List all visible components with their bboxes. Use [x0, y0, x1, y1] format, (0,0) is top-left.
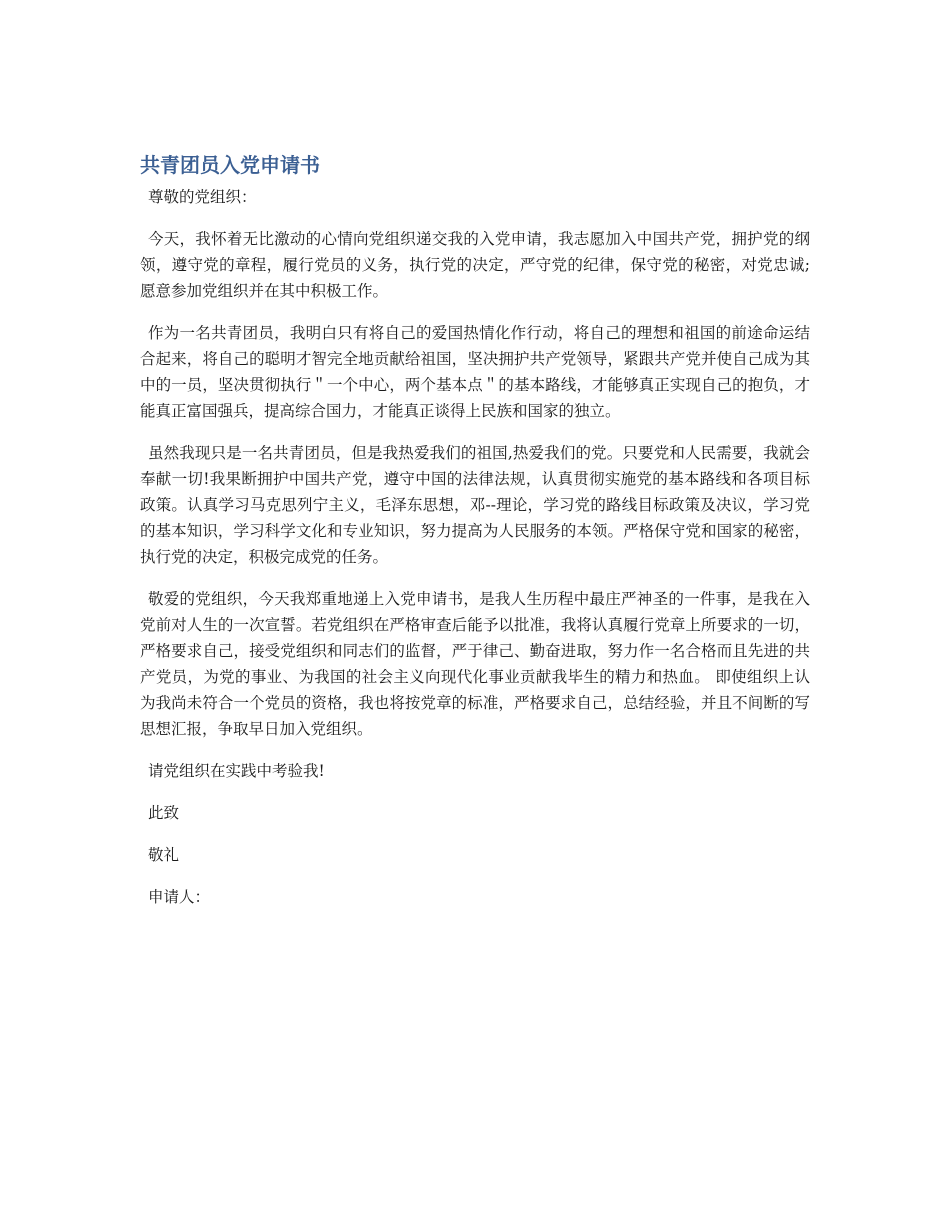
paragraph-4: 敬爱的党组织，今天我郑重地递上入党申请书，是我人生历程中最庄严神圣的一件事，是我在入党前对人生的一次宣誓。若党组织在严格审查后能予以批准，我将认真履行党章上所要求的一切，严格要求自己，接受党组织和同志们的监督，严于律己、勤奋进取，努力作一名合格而且先进的共产党员，为党的事业、为我国的社会主义向现代化事业贡献我毕生的精力和热血。 即使组织上认为我尚未符合一个党员的资格，我也将按党章的标准，严格要求自己，总结经验，并且不间断的写思想汇报，争取早日加入党组织。	[140, 590, 810, 738]
paragraph-3: 虽然我现只是一名共青团员，但是我热爱我们的祖国,热爱我们的党。只要党和人民需要，我就会奉献一切!我果断拥护中国共产党，遵守中国的法律法规，认真贯彻实施党的基本路线和各项目标政策。认真学习马克思列宁主义，毛泽东思想，邓--理论，学习党的路线目标政策及决议，学习党的基本知识，学习科学文化和专业知识，努力提高为人民服务的本领。严格保守党和国家的秘密，执行党的决定，积极完成党的任务。	[140, 444, 810, 566]
document-page	[140, 148, 810, 926]
salutation: 尊敬的党组织：	[148, 188, 257, 206]
closing-cizhi: 此致	[148, 804, 180, 822]
paragraph-2: 作为一名共青团员，我明白只有将自己的爱国热情化作行动，将自己的理想和祖国的前途命运结合起来，将自己的聪明才智完全地贡献给祖国，坚决拥护共产党领导，紧跟共产党并使自己成为其中的一员，坚决贯彻执行＂一个中心，两个基本点＂的基本路线，才能够真正实现自己的抱负，才能真正富国强兵，提高综合国力，才能真正谈得上民族和国家的独立。	[140, 324, 810, 420]
closing-request: 请党组织在实践中考验我!	[148, 762, 325, 780]
closing-jingli: 敬礼	[148, 846, 180, 864]
applicant-label: 申请人：	[148, 888, 211, 906]
paragraph-1: 今天，我怀着无比激动的心情向党组织递交我的入党申请，我志愿加入中国共产党，拥护党的纲领，遵守党的章程，履行党员的义务，执行党的决定，严守党的纪律，保守党的秘密，对党忠诚;愿意参加党组织并在其中积极工作。	[140, 230, 810, 300]
document-title: 共青团员入党申请书	[140, 153, 320, 177]
